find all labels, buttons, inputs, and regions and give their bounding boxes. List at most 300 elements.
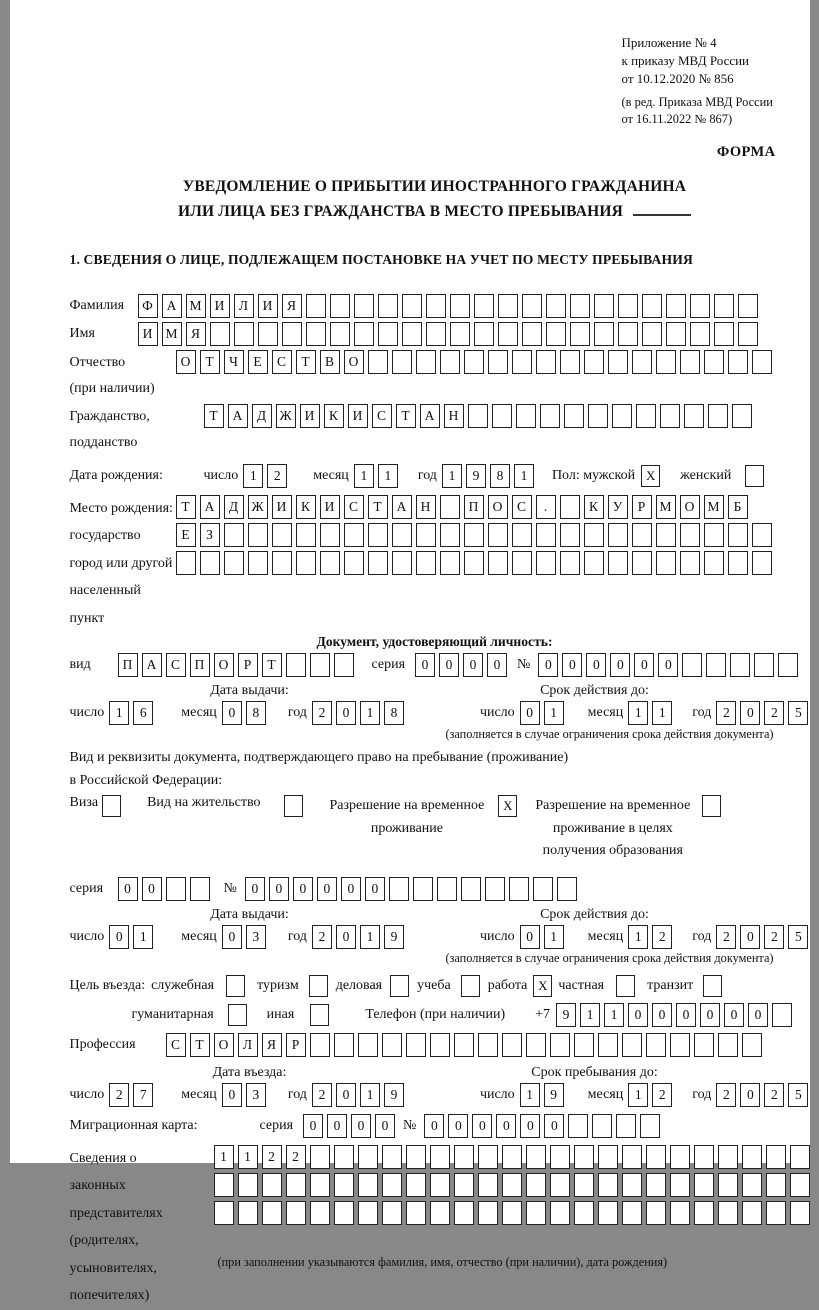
identity-valid-day-cells[interactable]: [520, 701, 568, 725]
form-cell[interactable]: [430, 1145, 450, 1169]
form-cell[interactable]: 0: [341, 877, 361, 901]
form-cell[interactable]: [478, 1033, 498, 1057]
purpose-study-checkbox[interactable]: [461, 975, 480, 997]
form-cell[interactable]: [568, 1114, 588, 1138]
form-cell[interactable]: [592, 1114, 612, 1138]
form-cell[interactable]: К: [296, 495, 316, 519]
residence-issue-year-cells[interactable]: [312, 925, 408, 949]
form-cell[interactable]: 2: [764, 925, 784, 949]
form-cell[interactable]: 2: [267, 464, 287, 488]
form-cell[interactable]: 0: [109, 925, 129, 949]
birth-day-cells[interactable]: [243, 464, 291, 488]
form-cell[interactable]: 6: [133, 701, 153, 725]
form-cell[interactable]: П: [190, 653, 210, 677]
form-cell[interactable]: [622, 1201, 642, 1225]
form-cell[interactable]: [708, 404, 728, 428]
form-cell[interactable]: [272, 523, 292, 547]
residence-issue-day-cells[interactable]: [109, 925, 157, 949]
form-cell[interactable]: [594, 294, 614, 318]
form-cell[interactable]: 0: [365, 877, 385, 901]
form-cell[interactable]: 1: [238, 1145, 258, 1169]
form-cell[interactable]: 0: [222, 925, 242, 949]
residence-valid-year-cells[interactable]: [716, 925, 812, 949]
form-cell[interactable]: 1: [520, 1083, 540, 1107]
form-cell[interactable]: [368, 523, 388, 547]
form-cell[interactable]: 2: [262, 1145, 282, 1169]
form-cell[interactable]: [426, 294, 446, 318]
form-cell[interactable]: [334, 653, 354, 677]
form-cell[interactable]: [680, 350, 700, 374]
form-cell[interactable]: 0: [520, 925, 540, 949]
form-cell[interactable]: П: [118, 653, 138, 677]
form-cell[interactable]: [330, 322, 350, 346]
form-cell[interactable]: [310, 1145, 330, 1169]
form-cell[interactable]: [550, 1201, 570, 1225]
form-cell[interactable]: И: [300, 404, 320, 428]
form-cell[interactable]: [358, 1173, 378, 1197]
doc-type-cells[interactable]: [118, 653, 358, 677]
form-cell[interactable]: [584, 350, 604, 374]
form-cell[interactable]: [694, 1033, 714, 1057]
form-cell[interactable]: 0: [520, 701, 540, 725]
form-cell[interactable]: [468, 404, 488, 428]
form-cell[interactable]: [416, 523, 436, 547]
form-cell[interactable]: Н: [444, 404, 464, 428]
birth-place-cells-3[interactable]: [176, 551, 776, 575]
form-cell[interactable]: [540, 404, 560, 428]
form-cell[interactable]: 2: [764, 1083, 784, 1107]
form-cell[interactable]: 1: [354, 464, 374, 488]
form-cell[interactable]: [680, 551, 700, 575]
form-cell[interactable]: [584, 523, 604, 547]
form-cell[interactable]: [392, 551, 412, 575]
form-cell[interactable]: 0: [424, 1114, 444, 1138]
legal-reps-cells-2[interactable]: [214, 1173, 814, 1197]
form-cell[interactable]: 8: [490, 464, 510, 488]
form-cell[interactable]: [406, 1201, 426, 1225]
form-cell[interactable]: [402, 322, 422, 346]
form-cell[interactable]: 0: [586, 653, 606, 677]
entry-year-cells[interactable]: [312, 1083, 408, 1107]
form-cell[interactable]: [622, 1033, 642, 1057]
form-cell[interactable]: Р: [286, 1033, 306, 1057]
form-cell[interactable]: [392, 350, 412, 374]
form-cell[interactable]: [706, 653, 726, 677]
form-cell[interactable]: [214, 1201, 234, 1225]
form-cell[interactable]: [574, 1173, 594, 1197]
form-cell[interactable]: [416, 551, 436, 575]
form-cell[interactable]: [682, 653, 702, 677]
form-cell[interactable]: [286, 1173, 306, 1197]
form-cell[interactable]: 2: [652, 1083, 672, 1107]
form-cell[interactable]: 1: [214, 1145, 234, 1169]
form-cell[interactable]: [512, 350, 532, 374]
form-cell[interactable]: [728, 523, 748, 547]
form-cell[interactable]: 0: [610, 653, 630, 677]
patronymic-cells[interactable]: [176, 350, 776, 374]
form-cell[interactable]: [618, 294, 638, 318]
form-cell[interactable]: [509, 877, 529, 901]
form-cell[interactable]: [533, 877, 553, 901]
form-cell[interactable]: [666, 294, 686, 318]
form-cell[interactable]: 9: [384, 1083, 404, 1107]
form-cell[interactable]: [224, 551, 244, 575]
form-cell[interactable]: [416, 350, 436, 374]
form-cell[interactable]: .: [536, 495, 556, 519]
form-cell[interactable]: [766, 1145, 786, 1169]
form-cell[interactable]: 0: [245, 877, 265, 901]
form-cell[interactable]: 1: [628, 925, 648, 949]
form-cell[interactable]: Д: [252, 404, 272, 428]
form-cell[interactable]: 0: [544, 1114, 564, 1138]
form-cell[interactable]: 0: [496, 1114, 516, 1138]
form-cell[interactable]: 1: [360, 701, 380, 725]
form-cell[interactable]: 2: [716, 701, 736, 725]
form-cell[interactable]: М: [704, 495, 724, 519]
form-cell[interactable]: [752, 551, 772, 575]
form-cell[interactable]: 1: [378, 464, 398, 488]
form-cell[interactable]: [440, 551, 460, 575]
form-cell[interactable]: Н: [416, 495, 436, 519]
gender-female-checkbox[interactable]: [745, 465, 764, 487]
form-cell[interactable]: 7: [133, 1083, 153, 1107]
form-cell[interactable]: [406, 1145, 426, 1169]
form-cell[interactable]: [622, 1145, 642, 1169]
purpose-business-checkbox[interactable]: [390, 975, 409, 997]
form-cell[interactable]: Т: [368, 495, 388, 519]
form-cell[interactable]: [598, 1033, 618, 1057]
form-cell[interactable]: [488, 551, 508, 575]
purpose-other-checkbox[interactable]: [310, 1004, 329, 1026]
form-cell[interactable]: [778, 653, 798, 677]
surname-cells[interactable]: [138, 294, 762, 318]
form-cell[interactable]: [166, 877, 186, 901]
form-cell[interactable]: [564, 404, 584, 428]
form-cell[interactable]: [732, 404, 752, 428]
form-cell[interactable]: [728, 350, 748, 374]
legal-reps-cells-3[interactable]: [214, 1201, 814, 1225]
form-cell[interactable]: [574, 1033, 594, 1057]
form-cell[interactable]: [296, 523, 316, 547]
form-cell[interactable]: [402, 294, 422, 318]
form-cell[interactable]: [464, 350, 484, 374]
form-cell[interactable]: [176, 551, 196, 575]
identity-issue-day-cells[interactable]: [109, 701, 157, 725]
form-cell[interactable]: 0: [520, 1114, 540, 1138]
form-cell[interactable]: [666, 322, 686, 346]
form-cell[interactable]: К: [324, 404, 344, 428]
form-cell[interactable]: [570, 294, 590, 318]
form-cell[interactable]: 0: [658, 653, 678, 677]
form-cell[interactable]: 1: [580, 1003, 600, 1027]
purpose-transit-checkbox[interactable]: [703, 975, 722, 997]
form-cell[interactable]: [522, 322, 542, 346]
form-cell[interactable]: 0: [351, 1114, 371, 1138]
form-cell[interactable]: [502, 1201, 522, 1225]
form-cell[interactable]: 2: [312, 701, 332, 725]
form-cell[interactable]: С: [372, 404, 392, 428]
form-cell[interactable]: 2: [312, 1083, 332, 1107]
entry-day-cells[interactable]: [109, 1083, 157, 1107]
form-cell[interactable]: 0: [269, 877, 289, 901]
form-cell[interactable]: [670, 1201, 690, 1225]
form-cell[interactable]: О: [214, 1033, 234, 1057]
form-cell[interactable]: [660, 404, 680, 428]
form-cell[interactable]: [526, 1173, 546, 1197]
form-cell[interactable]: [248, 523, 268, 547]
form-cell[interactable]: [406, 1173, 426, 1197]
form-cell[interactable]: [310, 1033, 330, 1057]
form-cell[interactable]: У: [608, 495, 628, 519]
form-cell[interactable]: 0: [303, 1114, 323, 1138]
form-cell[interactable]: [190, 877, 210, 901]
form-cell[interactable]: [656, 523, 676, 547]
form-cell[interactable]: З: [200, 523, 220, 547]
form-cell[interactable]: [430, 1173, 450, 1197]
form-cell[interactable]: [272, 551, 292, 575]
name-cells[interactable]: [138, 322, 762, 346]
form-cell[interactable]: [354, 294, 374, 318]
form-cell[interactable]: [498, 294, 518, 318]
form-cell[interactable]: 5: [788, 925, 808, 949]
form-cell[interactable]: [461, 877, 481, 901]
form-cell[interactable]: [526, 1201, 546, 1225]
form-cell[interactable]: О: [680, 495, 700, 519]
form-cell[interactable]: И: [258, 294, 278, 318]
form-cell[interactable]: [598, 1145, 618, 1169]
form-cell[interactable]: Е: [248, 350, 268, 374]
form-cell[interactable]: [738, 322, 758, 346]
purpose-private-checkbox[interactable]: [616, 975, 635, 997]
form-cell[interactable]: [382, 1201, 402, 1225]
form-cell[interactable]: [502, 1145, 522, 1169]
form-cell[interactable]: 1: [628, 701, 648, 725]
form-cell[interactable]: [430, 1033, 450, 1057]
form-cell[interactable]: [546, 322, 566, 346]
birth-month-cells[interactable]: [354, 464, 402, 488]
form-cell[interactable]: 0: [472, 1114, 492, 1138]
form-cell[interactable]: [550, 1173, 570, 1197]
form-cell[interactable]: [296, 551, 316, 575]
form-cell[interactable]: 0: [415, 653, 435, 677]
form-cell[interactable]: [492, 404, 512, 428]
form-cell[interactable]: 0: [327, 1114, 347, 1138]
form-cell[interactable]: 2: [109, 1083, 129, 1107]
form-cell[interactable]: А: [392, 495, 412, 519]
form-cell[interactable]: [742, 1201, 762, 1225]
form-cell[interactable]: [464, 551, 484, 575]
form-cell[interactable]: [306, 322, 326, 346]
form-cell[interactable]: Р: [632, 495, 652, 519]
form-cell[interactable]: [550, 1145, 570, 1169]
form-cell[interactable]: [656, 350, 676, 374]
stay-year-cells[interactable]: [716, 1083, 812, 1107]
form-cell[interactable]: [488, 523, 508, 547]
form-cell[interactable]: [570, 322, 590, 346]
form-cell[interactable]: Я: [262, 1033, 282, 1057]
form-cell[interactable]: [752, 350, 772, 374]
form-cell[interactable]: [694, 1173, 714, 1197]
form-cell[interactable]: 1: [109, 701, 129, 725]
form-cell[interactable]: А: [228, 404, 248, 428]
form-cell[interactable]: [632, 523, 652, 547]
form-cell[interactable]: [752, 523, 772, 547]
form-cell[interactable]: 1: [442, 464, 462, 488]
form-cell[interactable]: 1: [133, 925, 153, 949]
form-cell[interactable]: [320, 523, 340, 547]
form-cell[interactable]: [413, 877, 433, 901]
form-cell[interactable]: [636, 404, 656, 428]
form-cell[interactable]: [258, 322, 278, 346]
identity-number-cells[interactable]: [538, 653, 802, 677]
form-cell[interactable]: [536, 523, 556, 547]
form-cell[interactable]: 2: [716, 1083, 736, 1107]
form-cell[interactable]: [286, 653, 306, 677]
form-cell[interactable]: [622, 1173, 642, 1197]
form-cell[interactable]: [694, 1201, 714, 1225]
residence-valid-day-cells[interactable]: [520, 925, 568, 949]
form-cell[interactable]: [526, 1033, 546, 1057]
stay-month-cells[interactable]: [628, 1083, 676, 1107]
form-cell[interactable]: 0: [293, 877, 313, 901]
form-cell[interactable]: [560, 495, 580, 519]
form-cell[interactable]: 1: [360, 925, 380, 949]
form-cell[interactable]: [310, 1201, 330, 1225]
form-cell[interactable]: 0: [628, 1003, 648, 1027]
form-cell[interactable]: [656, 551, 676, 575]
form-cell[interactable]: 5: [788, 1083, 808, 1107]
form-cell[interactable]: [728, 551, 748, 575]
form-cell[interactable]: [670, 1145, 690, 1169]
form-cell[interactable]: И: [138, 322, 158, 346]
form-cell[interactable]: [330, 294, 350, 318]
form-cell[interactable]: [546, 294, 566, 318]
form-cell[interactable]: [454, 1201, 474, 1225]
form-cell[interactable]: 0: [336, 1083, 356, 1107]
form-cell[interactable]: 1: [544, 701, 564, 725]
form-cell[interactable]: А: [162, 294, 182, 318]
form-cell[interactable]: 0: [448, 1114, 468, 1138]
form-cell[interactable]: 2: [286, 1145, 306, 1169]
profession-cells[interactable]: [166, 1033, 766, 1057]
form-cell[interactable]: 0: [463, 653, 483, 677]
form-cell[interactable]: [742, 1173, 762, 1197]
form-cell[interactable]: [238, 1201, 258, 1225]
form-cell[interactable]: [550, 1033, 570, 1057]
form-cell[interactable]: [646, 1173, 666, 1197]
form-cell[interactable]: С: [166, 1033, 186, 1057]
form-cell[interactable]: [214, 1173, 234, 1197]
form-cell[interactable]: [608, 350, 628, 374]
form-cell[interactable]: 1: [604, 1003, 624, 1027]
form-cell[interactable]: [742, 1145, 762, 1169]
form-cell[interactable]: Я: [282, 294, 302, 318]
visa-checkbox[interactable]: [102, 795, 121, 817]
form-cell[interactable]: [234, 322, 254, 346]
form-cell[interactable]: Д: [224, 495, 244, 519]
residence-number-cells[interactable]: [245, 877, 581, 901]
form-cell[interactable]: [478, 1173, 498, 1197]
form-cell[interactable]: [670, 1173, 690, 1197]
form-cell[interactable]: О: [488, 495, 508, 519]
form-cell[interactable]: [588, 404, 608, 428]
form-cell[interactable]: [512, 523, 532, 547]
form-cell[interactable]: [368, 350, 388, 374]
form-cell[interactable]: 9: [466, 464, 486, 488]
form-cell[interactable]: [358, 1033, 378, 1057]
form-cell[interactable]: [389, 877, 409, 901]
form-cell[interactable]: 1: [243, 464, 263, 488]
form-cell[interactable]: 0: [562, 653, 582, 677]
form-cell[interactable]: [286, 1201, 306, 1225]
form-cell[interactable]: [210, 322, 230, 346]
form-cell[interactable]: О: [344, 350, 364, 374]
form-cell[interactable]: [608, 551, 628, 575]
form-cell[interactable]: Т: [262, 653, 282, 677]
form-cell[interactable]: 1: [628, 1083, 648, 1107]
form-cell[interactable]: [640, 1114, 660, 1138]
form-cell[interactable]: [334, 1173, 354, 1197]
form-cell[interactable]: [368, 551, 388, 575]
form-cell[interactable]: [426, 322, 446, 346]
form-cell[interactable]: [742, 1033, 762, 1057]
form-cell[interactable]: [704, 350, 724, 374]
form-cell[interactable]: Я: [186, 322, 206, 346]
form-cell[interactable]: [516, 404, 536, 428]
form-cell[interactable]: 2: [764, 701, 784, 725]
form-cell[interactable]: Р: [238, 653, 258, 677]
form-cell[interactable]: [440, 495, 460, 519]
form-cell[interactable]: [522, 294, 542, 318]
form-cell[interactable]: Т: [190, 1033, 210, 1057]
form-cell[interactable]: 0: [724, 1003, 744, 1027]
form-cell[interactable]: [478, 1145, 498, 1169]
form-cell[interactable]: [344, 523, 364, 547]
purpose-official-checkbox[interactable]: [226, 975, 245, 997]
form-cell[interactable]: [454, 1145, 474, 1169]
birth-year-cells[interactable]: [442, 464, 538, 488]
residence-permit-checkbox[interactable]: [284, 795, 303, 817]
form-cell[interactable]: [526, 1145, 546, 1169]
form-cell[interactable]: [310, 1173, 330, 1197]
form-cell[interactable]: [766, 1201, 786, 1225]
residence-valid-month-cells[interactable]: [628, 925, 676, 949]
purpose-humanitarian-checkbox[interactable]: [228, 1004, 247, 1026]
form-cell[interactable]: 0: [439, 653, 459, 677]
form-cell[interactable]: [632, 551, 652, 575]
form-cell[interactable]: Ф: [138, 294, 158, 318]
form-cell[interactable]: Е: [176, 523, 196, 547]
form-cell[interactable]: [502, 1033, 522, 1057]
form-cell[interactable]: [485, 877, 505, 901]
form-cell[interactable]: [560, 551, 580, 575]
birth-place-cells-2[interactable]: [176, 523, 776, 547]
identity-issue-year-cells[interactable]: [312, 701, 408, 725]
form-cell[interactable]: [450, 294, 470, 318]
form-cell[interactable]: [437, 877, 457, 901]
form-cell[interactable]: [488, 350, 508, 374]
form-cell[interactable]: О: [176, 350, 196, 374]
form-cell[interactable]: [766, 1173, 786, 1197]
form-cell[interactable]: [378, 294, 398, 318]
form-cell[interactable]: [642, 294, 662, 318]
form-cell[interactable]: [382, 1145, 402, 1169]
form-cell[interactable]: 9: [384, 925, 404, 949]
form-cell[interactable]: [320, 551, 340, 575]
form-cell[interactable]: Ж: [276, 404, 296, 428]
form-cell[interactable]: [262, 1201, 282, 1225]
entry-month-cells[interactable]: [222, 1083, 270, 1107]
